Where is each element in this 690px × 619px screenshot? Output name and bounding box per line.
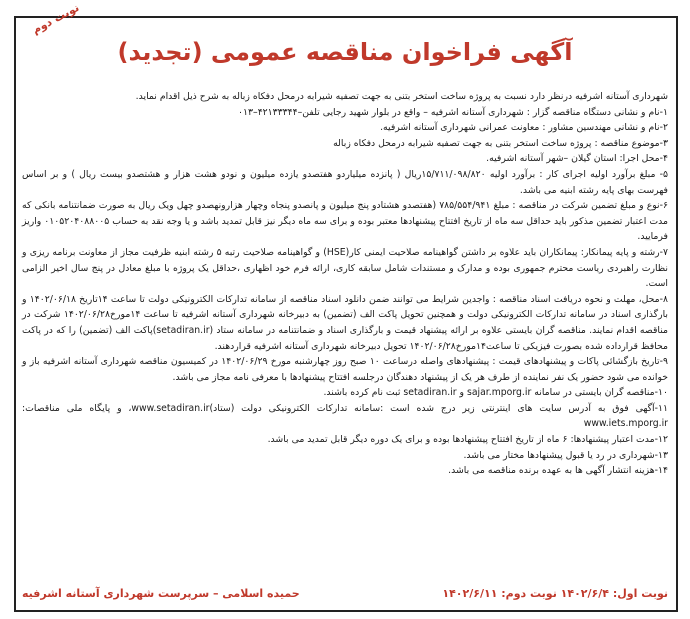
item-11: ۱۱-آگهی فوق به آدرس سایت های اینترنتی زیر درج شده است :سامانه تدارکات الکترونیکی دولت (ستاد)www.setadiran.ir، و پایگاه ملی مناقصات: www.iets.mporg.ir bbox=[22, 402, 668, 430]
item-8: ۸-محل، مهلت و نحوه دریافت اسناد مناقصه : واجدین شرایط می توانند ضمن دانلود اسناد مناقصه از سامانه تدارکات الکترونیکی دولت تا ساعت ۱۴تاریخ ۱۴۰۲/۰۶/۱۸ و بارگذاری اسناد در سامانه تدارکات الکترونیکی دولت و همچنین تحویل پاکت الف (تضمین) به دبیرخانه شهرداری آستانه اشرفیه تا ساعت ۱۴مورخ۱۴۰۲/۰۶/۲۸ شرکت در مناقصه اقدام نمایند. مناقصه گران بایستی علاوه بر ارائه پیشنهاد قیمت و بارگذاری اسناد و ضمانتنامه در سامانه ستاد (setadiran.ir)پاکت الف (تضمین) را که در پاکت محافظ قرارداده شده بصورت فیزیکی تا ساعت۱۴مورخ۱۴۰۲/۰۶/۲۸ تحویل دبیرخانه شهرداری آستانه اشرفیه قراردهند. bbox=[22, 293, 668, 352]
item-10: ۱۰-مناقصه گران بایستی در سامانه sajar.mporg.ir و setadiran.ir ثبت نام کرده باشند. bbox=[323, 387, 668, 399]
intro-paragraph: شهرداری آستانه اشرفیه درنظر دارد نسبت به پروژه ساخت استخر بتنی به جهت تصفیه شیرابه درمحل دفکاه زباله به شرح ذیل اقدام نماید. bbox=[135, 91, 668, 102]
item-12: ۱۲-مدت اعتبار پیشنهادها: ۶ ماه از تاریخ افتتاح پیشنهادها بوده و برای یک دوره دیگر قابل تمدید می باشد. bbox=[267, 434, 668, 446]
item-2: ۲-نام و نشانی مهندسین مشاور : معاونت عمرانی شهرداری آستانه اشرفیه. bbox=[380, 122, 668, 134]
item-7: ۷-رشته و پایه پیمانکار: پیمانکاران باید علاوه بر داشتن گواهینامه صلاحیت ایمنی کار(HSE) و گواهینامه صلاحیت رتبه ۵ رشته ابنیه ظرفیت مجاز از معاونت برنامه ریزی و نظارت راهبردی ریاست محترم جمهوری بوده و مدارک و مستندات شامل سابقه کاری، ارائه فرم خود اظهاری ،حداقل یک پروژه با مبلغ معادل در پنج سال اخیر الزامی است. bbox=[22, 246, 668, 290]
item-14: ۱۴-هزینه انتشار آگهی ها به عهده برنده مناقصه می باشد. bbox=[448, 465, 668, 477]
item-3: ۳-موضوع مناقصه : پروژه ساخت استخر بتنی به جهت تصفیه شیرابه درمحل دفکاه زباله bbox=[333, 137, 668, 149]
item-9: ۹-تاریخ بازگشائی پاکات و پیشنهادهای قیمت : پیشنهادهای واصله درساعت ۱۰ صبح روز چهارشنبه مورخ ۱۴۰۲/۰۶/۲۹ در کمیسیون مناقصه شهرداری آستانه اشرفیه باز و خوانده می شود حضور یک نفر نماینده از طرف هر یک از پیشنهاد دهندگان درجلسه افتتاح پیشنهادها با معرفی نامه مجاز می باشد. bbox=[22, 356, 668, 383]
notice-title: آگهی فراخوان مناقصه عمومی (تجدید) bbox=[117, 38, 573, 66]
notice-body bbox=[22, 89, 668, 479]
item-5: ۵- مبلغ برآورد اولیه اجرای کار : برآورد اولیه ۱۵/۷۱۱/۰۹۸/۸۲۰ریال ( پانزده میلیاردو هفتصدو یازده میلیون و نودو هشت هزار و هشتصدو بیست ریال ) و بر اساس فهرست بهای پایه رشته ابنیه می باشد. bbox=[22, 168, 668, 196]
item-6: ۶-نوع و مبلغ تضمین شرکت در مناقصه : مبلغ ۷۸۵/۵۵۴/۹۴۱ (هفتصدو هشتادو پنج میلیون و پانصدو پنجاه وچهار هزارونهصدو چهل ویک ریال به صورت ضمانتنامه بانکی که مدت اعتبار تضمین مذکور باید حداقل سه ماه از تاریخ افتتاح پیشنهادها معتبر بوده و برای سه ماه دیگر نیز قابل تمدید باشد و یا وجه نقد به حساب ۰۱۰۵۲۰۴۰۸۸۰۰۵ واریز فرمایید. bbox=[22, 200, 668, 243]
publication-dates: نوبت اول: ۱۴۰۲/۶/۴ نوبت دوم: ۱۴۰۲/۶/۱۱ bbox=[442, 587, 668, 600]
signatory: حمیده اسلامی – سرپرست شهرداری آستانه اشرفیه bbox=[22, 587, 300, 600]
round-tag: نوبت دوم bbox=[30, 0, 82, 37]
item-4: ۴-محل اجرا: استان گیلان –شهر آستانه اشرفیه. bbox=[486, 153, 668, 165]
item-13: ۱۳-شهرداری در رد یا قبول پیشنهادها مختار می باشد. bbox=[463, 449, 668, 461]
item-1: ۱-نام و نشانی دستگاه مناقصه گزار : شهرداری آستانه اشرفیه – واقع در بلوار شهید رجایی تلفن–۴۲۱۳۳۳۴۴–۰۱۳ bbox=[238, 106, 668, 118]
notice-footer bbox=[22, 587, 668, 600]
